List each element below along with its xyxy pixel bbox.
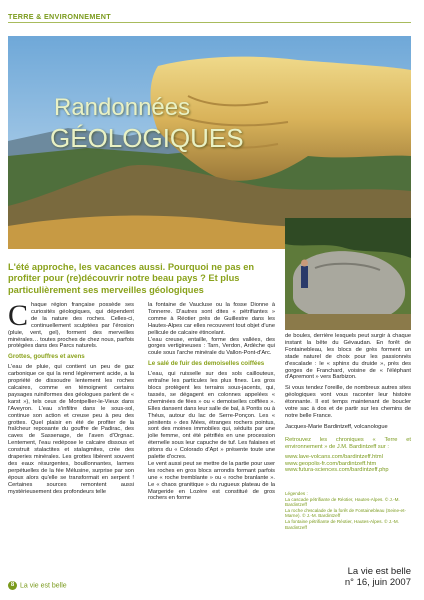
footer-right — [345, 566, 411, 588]
footer-magazine-title: La vie est belle — [347, 566, 411, 577]
col3-paragraph-1: de boules, derrière lesquels peut surgir à chaque instant la bête du Gévaudan. En forêt de Fontainebleau, les blocs de grès forment un stade naturel de choix pour les passionnés d'escalade : le « sphinx du druide », près des gorges de Franchard, voisine de « l'éléphant d'Apremont » vers Barbizon. — [285, 333, 411, 381]
links-intro: Retrouvez les chroniques « Terre et environnement » de J.M. Bardintzeff sur : — [285, 436, 411, 450]
rubric-divider — [8, 22, 411, 23]
col2-paragraph-3: L'eau, qui ruisselle sur des sols caillouteux, entraîne les particules les plus fines. Les gros blocs protègent les terrains sous-jacents, qui, tassés, se dégagent en colonnes appelées « cheminées de fées » ou « demoiselles coiffées ». Elles dansent dans leur salle de bal, à Pontis ou à Théus, autour du lac de Serre-Ponçon. Les « pénitents » des Mées, étranges rochers pointus, sont des moines immobiles qui, séduits par une jolie femme, ont été pétrifiés en une procession éternelle sous leur capuche de tuf. Les falaises et pitons du « Colorado d'Apt » présente toute une palette d'ocres. — [148, 371, 275, 461]
footer-magazine-name: La vie est belle — [20, 582, 67, 590]
links-block — [285, 437, 411, 475]
link-1[interactable]: www.lave-volcans.com/bardintzeff.html — [285, 453, 383, 460]
article-column-3 — [285, 333, 411, 474]
subheading-grottes: Grottes, gouffres et avens — [8, 353, 85, 361]
footer-issue: n° 16, juin 2007 — [344, 577, 411, 588]
subheading-demoiselles: Le salé de fuir des demoiselles coiffées — [148, 360, 265, 368]
rock-photo-illustration — [285, 218, 411, 330]
col2-paragraph-1: la fontaine de Vaucluse ou la fosse Dionne à Tonnerre. D'autres sont dites « pétrifiantes » comme à Réotier près de Guillestre dans les Hautes-Alpes car elles recouvrent tout objet d'une pellicule de calcaire étincelant. — [148, 302, 275, 336]
author-signature: Jacques-Marie Bardintzeff, volcanologue — [285, 423, 388, 430]
footer-left — [8, 581, 67, 590]
col2-paragraph-4: Le vent aussi peut se mettre de la partie pour user les roches en gros blocs arrondis formant parfois une « roche tremblante » ou « roche branlante ». Le « chaos granitique » du rugueux plateau de la Margeride en Lozère est constitué de gros rochers en forme — [148, 460, 275, 502]
link-3[interactable]: www.futura-sciences.com/bardintzeff.php — [285, 467, 389, 474]
drop-cap: C — [8, 299, 29, 332]
title-line-1: Randonnées — [54, 94, 191, 121]
col1-paragraph-1: haque région française possède ses curiosités géologiques, qui dépendent de la nature des roches. Celles-ci, continuellement sculptées par l'érosion (pluie, vent, gel), forment des merveilles minérales… toutes proches de chez nous, parfois protégées dans des Parcs naturels. — [8, 302, 134, 350]
intro-lead: L'été approche, les vacances aussi. Pourquoi ne pas en profiter pour (re)découvrir notre beau pays ? Et plus particulièrement ses merveilles géologiques — [8, 262, 255, 295]
photo-captions: Légendes : La cascade pétrifiante de Réotier, Hautes-Alpes. © J.-M. Bardintzeff La roche d'escalade de la forêt de Fontainebleau (Seine-et-Marne). © J.-M. Bardintzeff La fontaine pétrifiante de Réotier, Hautes-Alpes. © J.-M. Bardintzeff — [285, 491, 406, 530]
col1-paragraph-2: L'eau de pluie, qui contient un peu de gaz carbonique ce qui la rend légèrement acide, a la propriété de dissoudre lentement les roches calcaires, comme en témoignent certains paysages ruiniformes des géologues parlent de « karst »), tels ceux de Montpellier-le-Vieux dans l'Aveyron. L'eau s'infiltre dans le sous-sol, continue son action et creuse peu à peu des grottes. Quel plaisir en été de profiter de la fraîcheur reposante du gouffre de Padirac, des caves de Sassenage, de l'aven d'Orgnac. Lentement, l'eau redépose le calcaire dissous et construit stalactites et stalagmites, crée des draperies minérales. Les grottes libèrent souvent des eaux résurgentes, bouillonnantes, larmes perpétuelles de la fée Mélusine, surprise par son époux alors qu'elle se transformait en serpent ! Certaines sources remontent aussi mystérieusement des profondeurs telle — [8, 364, 134, 495]
article-title — [50, 93, 244, 153]
col3-paragraph-2: Si vous tendez l'oreille, de nombreux autres sites géologiques vont vous raconter leur histoire étonnante. Il est temps maintenant de boucler votre sac à dos et de partir sur les chemins de notre belle France. — [285, 385, 411, 419]
title-line-2: GÉOLOGIQUES — [50, 123, 244, 153]
section-rubric: TERRE & ENVIRONNEMENT — [8, 12, 111, 21]
page-number: 8 — [8, 581, 17, 590]
col2-paragraph-2: L'eau creuse, entaille, forme des vallées, des gorges vertigineuses : Tarn, Verdon, Ardèche qui coule sous l'arche minérale du Vallon-Pont-d'Arc. — [148, 336, 275, 357]
link-2[interactable]: www.geopolis-fr.com/bardintzeff.htm — [285, 460, 377, 467]
climbing-rock-photo — [285, 218, 411, 330]
article-column-1 — [8, 299, 134, 495]
article-column-2 — [148, 302, 275, 502]
